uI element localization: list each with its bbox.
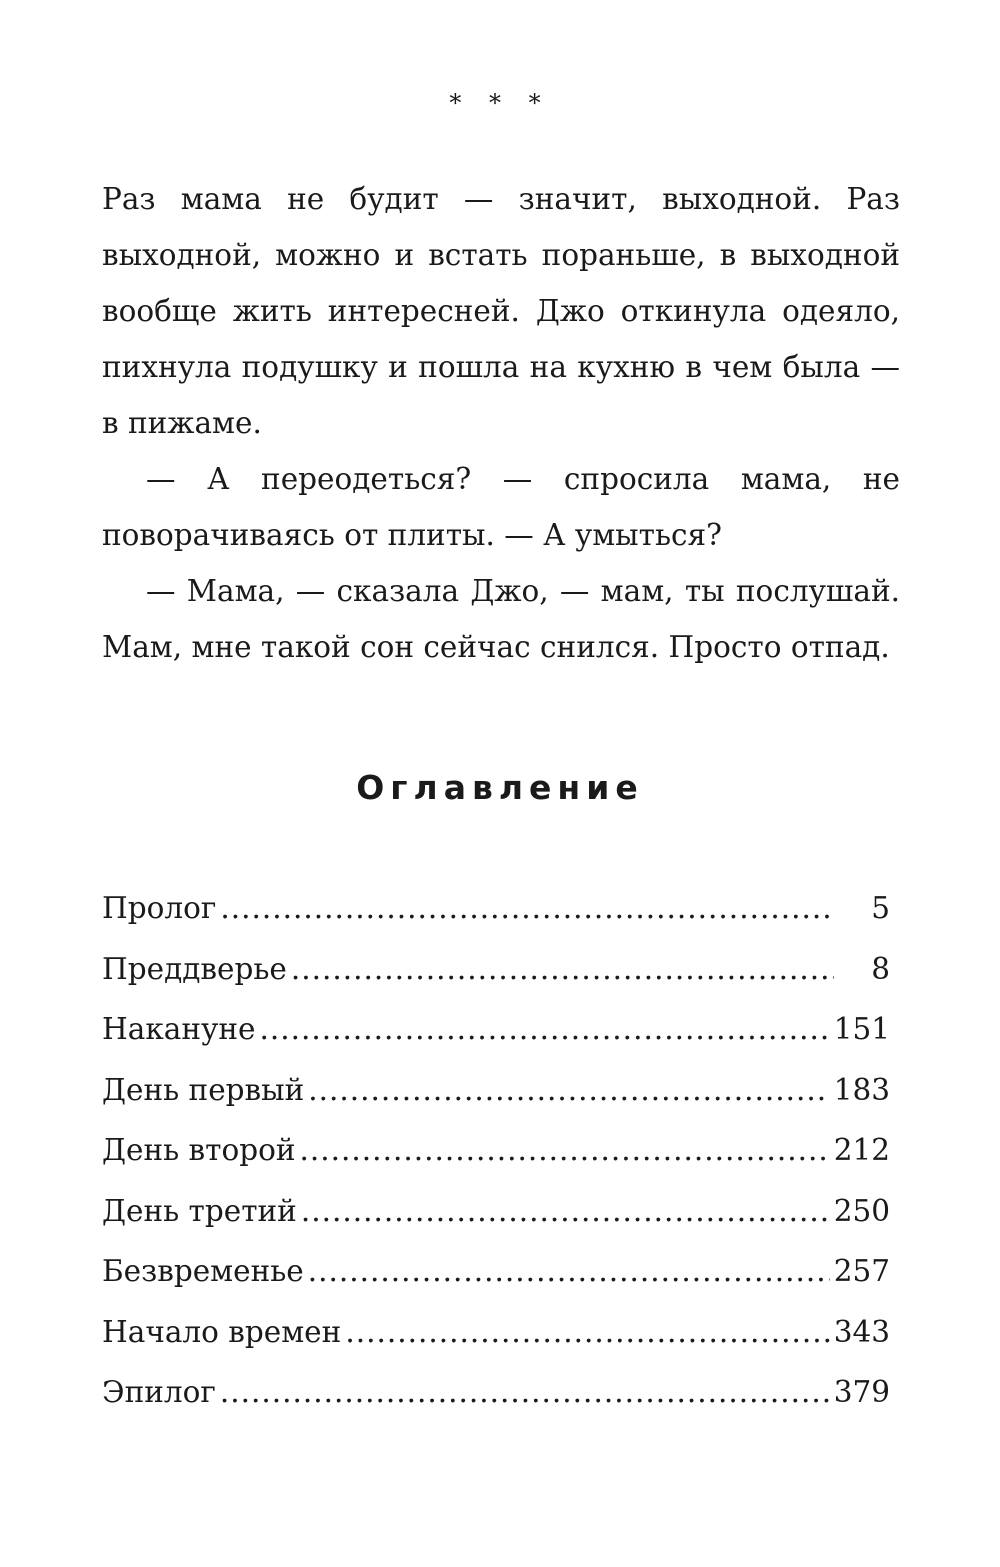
toc-entry — [102, 1366, 890, 1427]
toc-entry-page: 250 — [833, 1193, 890, 1228]
toc-entry-page: 212 — [833, 1133, 890, 1167]
toc-dot-leader — [308, 1245, 830, 1297]
toc-entry-label: Преддверье — [102, 951, 287, 986]
toc-entry-label: День третий — [102, 1193, 297, 1228]
toc-entry-label: День первый — [102, 1072, 305, 1107]
toc-dot-leader — [345, 1306, 829, 1358]
toc-entry-page: 343 — [833, 1314, 890, 1349]
toc-dot-leader — [291, 943, 834, 995]
paragraph: — Мама, — сказала Джо, — мам, ты послушай. Мам, мне такой сон сейчас снился. Просто отпад. — [102, 574, 900, 664]
toc-dot-leader — [308, 1064, 829, 1116]
toc-dot-leader — [301, 1185, 830, 1237]
toc-title: Оглавление — [356, 768, 644, 807]
toc-entry — [102, 1064, 890, 1125]
toc-entry-label: Безвременье — [102, 1254, 304, 1288]
toc-entry — [102, 1185, 890, 1246]
table-of-contents — [102, 882, 890, 1427]
toc-entry — [102, 1306, 890, 1367]
toc-entry-page: 379 — [833, 1375, 890, 1409]
paragraph: — А переодеться? — спросила мама, не поворачиваясь от плиты. — А умыться? — [102, 462, 900, 552]
toc-dot-leader — [259, 1003, 829, 1055]
toc-dot-leader — [220, 1366, 830, 1418]
section-break: * * * — [449, 89, 551, 117]
toc-entry-label: Накануне — [102, 1012, 256, 1046]
toc-dot-leader — [300, 1124, 830, 1176]
toc-entry-label: Начало времен — [102, 1314, 342, 1349]
toc-entry — [102, 1124, 890, 1185]
toc-entry-label: Пролог — [102, 891, 217, 925]
paragraph: Раз мама не будит — значит, выходной. Раз выходной, можно и встать пораньше, в выходной вообще жить интересней. Джо откинула одеяло, пихнула подушку и пошла на кухню в чем была — в пижаме. — [102, 182, 900, 440]
toc-entry-page: 5 — [871, 891, 890, 925]
toc-entry-label: Эпилог — [102, 1375, 216, 1409]
toc-entry-page: 257 — [833, 1254, 890, 1288]
toc-dot-leader — [220, 882, 834, 934]
toc-entry — [102, 943, 890, 1004]
toc-entry-label: День второй — [102, 1133, 296, 1167]
toc-entry-page: 8 — [871, 951, 890, 986]
toc-entry-page: 183 — [833, 1072, 890, 1107]
toc-entry-page: 151 — [833, 1012, 890, 1046]
chapter-text — [102, 171, 900, 675]
toc-entry — [102, 882, 890, 943]
toc-entry — [102, 1003, 890, 1064]
toc-entry — [102, 1245, 890, 1306]
